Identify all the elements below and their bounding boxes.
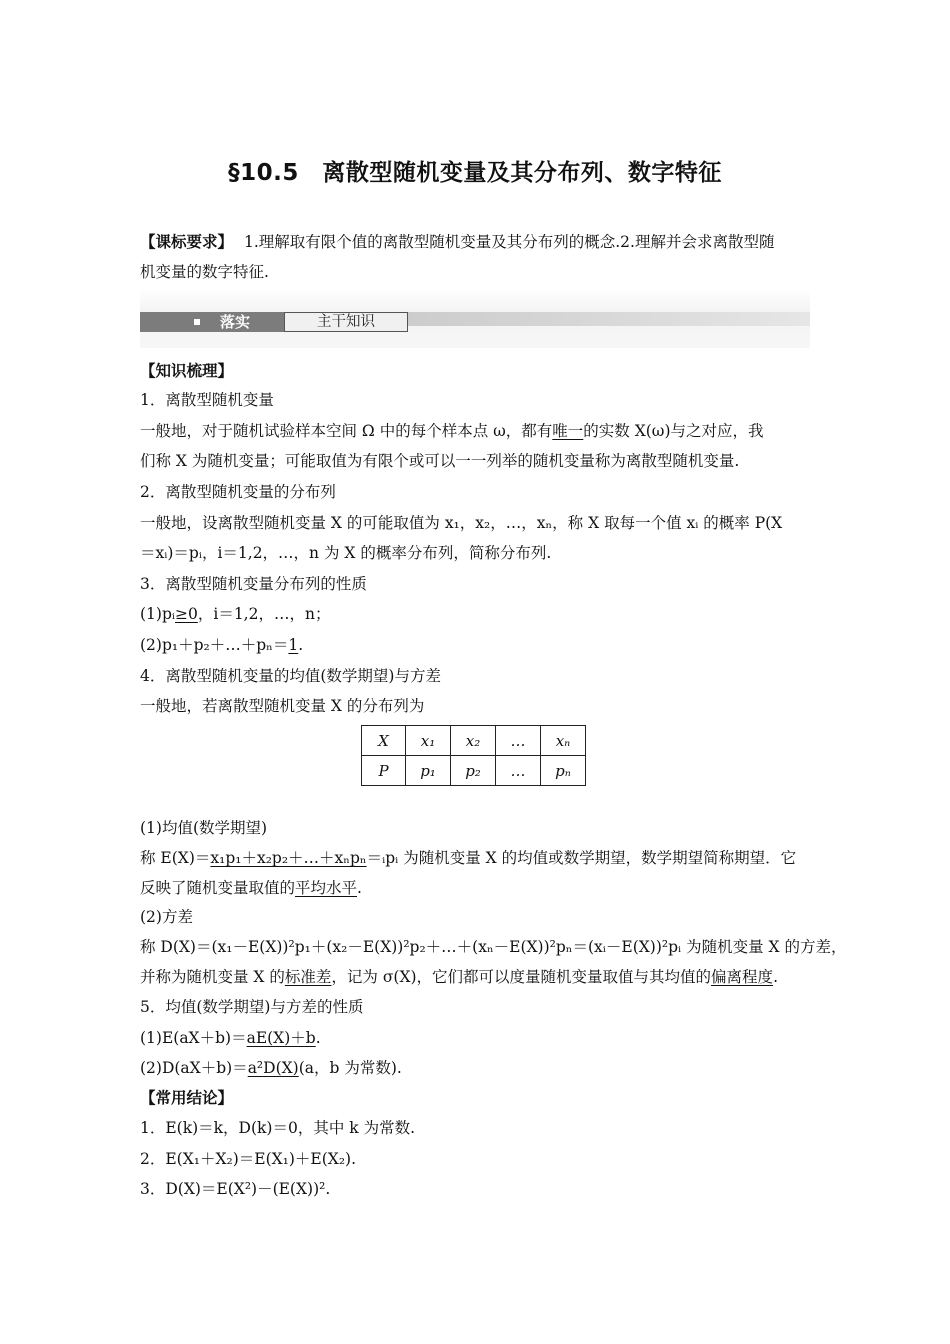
variance-definition: 称 D(X)＝(x₁－E(X))²p₁＋(x₂－E(X))²p₂＋…＋(xₙ－E(X))²pₙ＝(xᵢ－E(X))²pᵢ 为随机变量 X 的方差，	[140, 938, 847, 956]
distribution-table	[361, 725, 586, 786]
deviation-blank-answer: 偏离程度	[711, 968, 774, 986]
conclusions-header: 【常用结论】	[140, 1089, 234, 1107]
table-cell: …	[496, 726, 541, 756]
s2-paragraph-1: 一般地，设离散型随机变量 X 的可能取值为 x₁，x₂，…，xₙ，称 X 取每一个值 xᵢ 的概率 P(X	[140, 514, 783, 532]
s5-blank-answer-1: aE(X)＋b	[246, 1029, 316, 1047]
conclusion-item: 3．D(X)＝E(X²)－(E(X))².	[140, 1180, 331, 1198]
var2-b: ，记为 σ(X)，它们都可以度量随机变量取值与其均值的	[331, 968, 712, 986]
table-cell: x₂	[451, 726, 496, 756]
s5-blank-answer-2: a²D(X)	[247, 1059, 299, 1077]
std-blank-answer: 标准差	[284, 968, 332, 986]
s1-heading: 1．离散型随机变量	[140, 391, 274, 409]
table-cell: xₙ	[541, 726, 586, 756]
table-cell: p₂	[451, 756, 496, 786]
s5-heading: 5．均值(数学期望)与方差的性质	[140, 998, 364, 1016]
s5-item-1-a: (1)E(aX＋b)＝	[140, 1029, 247, 1047]
banner-dark-label: 落实	[220, 313, 251, 331]
s5-item-2-b: (a，b 为常数).	[298, 1059, 402, 1077]
s3-item-2-b: .	[298, 636, 304, 654]
s3-item-1-b: ，i＝1,2，…，n；	[197, 605, 331, 623]
s1-blank-answer: 唯一	[552, 422, 584, 440]
table-row	[362, 726, 586, 756]
table-cell: x₁	[406, 726, 451, 756]
banner-tag-dark	[140, 312, 284, 332]
mean2-a: 反映了随机变量取值的	[140, 879, 296, 897]
s2-paragraph-2: ＝xᵢ)＝pᵢ，i＝1,2，…，n 为 X 的概率分布列，简称分布列.	[140, 544, 552, 562]
mean-a: 称 E(X)＝	[140, 849, 211, 867]
var2-c: .	[773, 968, 778, 986]
s3-heading: 3．离散型随机变量分布列的性质	[140, 575, 367, 593]
square-bullet-icon	[194, 319, 200, 325]
requirement-line-1	[140, 232, 774, 252]
page-title: §10.5 离散型随机变量及其分布列、数字特征	[228, 160, 722, 186]
s5-item-1-b: .	[315, 1029, 321, 1047]
mean-blank-answer: x₁p₁＋x₂p₂＋…＋xₙpₙ	[210, 849, 367, 867]
s5-item-2-a: (2)D(aX＋b)＝	[140, 1059, 248, 1077]
s1-paragraph-2: 们称 X 为随机变量；可能取值为有限个或可以一一列举的随机变量称为离散型随机变量.	[140, 452, 740, 470]
s4-intro: 一般地，若离散型随机变量 X 的分布列为	[140, 697, 425, 715]
s5-item-1	[140, 1028, 321, 1048]
s2-heading: 2．离散型随机变量的分布列	[140, 483, 336, 501]
s3-item-1-a: (1)pᵢ	[140, 605, 175, 623]
mean-b: ＝ᵢpᵢ 为随机变量 X 的均值或数学期望，数学期望简称期望．它	[366, 849, 797, 867]
mean-meaning	[140, 878, 362, 898]
conclusion-item: 2．E(X₁＋X₂)＝E(X₁)＋E(X₂).	[140, 1150, 357, 1168]
s3-item-2-a: (2)p₁＋p₂＋…＋pₙ＝	[140, 636, 289, 654]
conclusion-item: 1．E(k)＝k，D(k)＝0，其中 k 为常数.	[140, 1119, 416, 1137]
variance-meaning	[140, 967, 778, 987]
table-row	[362, 756, 586, 786]
s3-item-1	[140, 604, 330, 624]
mean2-blank-answer: 平均水平	[295, 879, 358, 897]
s1-paragraph-1	[140, 421, 764, 441]
table-cell: p₁	[406, 756, 451, 786]
table-cell: X	[362, 726, 406, 756]
s4-heading: 4．离散型随机变量的均值(数学期望)与方差	[140, 667, 441, 685]
requirement-text-1: 1.理解取有限个值的离散型随机变量及其分布列的概念.2.理解并会求离散型随	[243, 233, 775, 251]
table-cell: P	[362, 756, 406, 786]
banner-tag-light: 主干知识	[284, 312, 408, 332]
var2-a: 并称为随机变量 X 的	[140, 968, 285, 986]
s1-text-a: 一般地，对于随机试验样本空间 Ω 中的每个样本点 ω，都有	[140, 422, 553, 440]
mean2-b: .	[357, 879, 362, 897]
mean-heading: (1)均值(数学期望)	[140, 819, 268, 837]
table-cell: pₙ	[541, 756, 586, 786]
knowledge-header: 【知识梳理】	[140, 362, 234, 380]
requirement-line-2: 机变量的数字特征.	[140, 263, 269, 281]
s3-blank-answer-1: ≥0	[175, 605, 198, 623]
s3-item-2	[140, 635, 303, 655]
s3-blank-answer-2: 1	[288, 636, 299, 654]
requirement-label: 【课标要求】	[140, 233, 234, 251]
s5-item-2	[140, 1058, 402, 1078]
variance-heading: (2)方差	[140, 908, 193, 926]
table-cell: …	[496, 756, 541, 786]
mean-definition	[140, 848, 796, 868]
section-banner	[140, 288, 810, 348]
s1-text-b: 的实数 X(ω)与之对应，我	[583, 422, 764, 440]
